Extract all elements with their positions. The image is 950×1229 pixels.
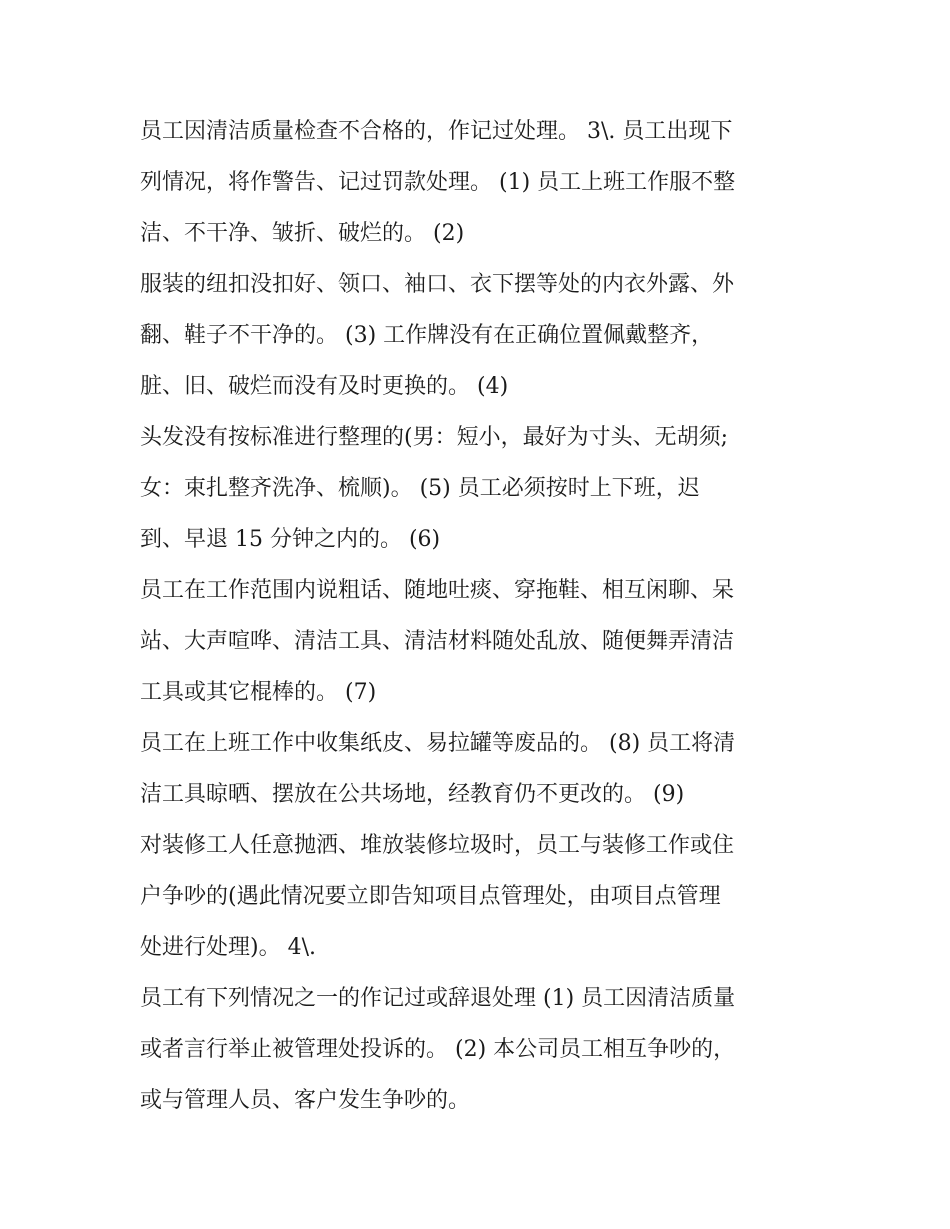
text-line: 翻、鞋子不干净的。 (3) 工作牌没有在正确位置佩戴整齐， [140, 323, 714, 348]
text-line: 处进行处理)。 4\. [140, 935, 316, 960]
text-line: 员工因清洁质量检查不合格的，作记过处理。 3\. 员工出现下 [140, 119, 733, 144]
text-line: 员工在上班工作中收集纸皮、易拉罐等废品的。 (8) 员工将清 [140, 731, 736, 756]
text-line: 列情况，将作警告、记过罚款处理。 (1) 员工上班工作服不整 [140, 170, 736, 195]
text-line: 女：束扎整齐洗净、梳顺)。 (5) 员工必须按时上下班，迟 [140, 476, 700, 501]
text-line: 户争吵的(遇此情况要立即告知项目点管理处，由项目点管理 [140, 884, 721, 909]
text-line: 员工在工作范围内说粗话、随地吐痰、穿拖鞋、相互闲聊、呆 [140, 578, 735, 603]
text-line: 员工有下列情况之一的作记过或辞退处理 (1) 员工因清洁质量 [140, 986, 736, 1011]
text-line: 洁工具晾晒、摆放在公共场地，经教育仍不更改的。 (9) [140, 782, 685, 807]
text-line: 站、大声喧哗、清洁工具、清洁材料随处乱放、随便舞弄清洁 [140, 629, 735, 654]
text-line: 到、早退 15 分钟之内的。 (6) [140, 527, 441, 552]
text-line: 工具或其它棍棒的。 (7) [140, 680, 377, 705]
text-line: 脏、旧、破烂而没有及时更换的。 (4) [140, 374, 509, 399]
text-line: 或者言行举止被管理处投诉的。 (2) 本公司员工相互争吵的， [140, 1037, 736, 1062]
text-line: 洁、不干净、皱折、破烂的。 (2) [140, 221, 465, 246]
text-line: 服装的纽扣没扣好、领口、袖口、衣下摆等处的内衣外露、外 [140, 272, 735, 297]
document-body [140, 106, 830, 1126]
text-line: 或与管理人员、客户发生争吵的。 [140, 1088, 471, 1113]
text-line: 头发没有按标准进行整理的(男：短小，最好为寸头、无胡须; [140, 425, 728, 450]
text-line: 对装修工人任意抛洒、堆放装修垃圾时，员工与装修工作或住 [140, 833, 735, 858]
